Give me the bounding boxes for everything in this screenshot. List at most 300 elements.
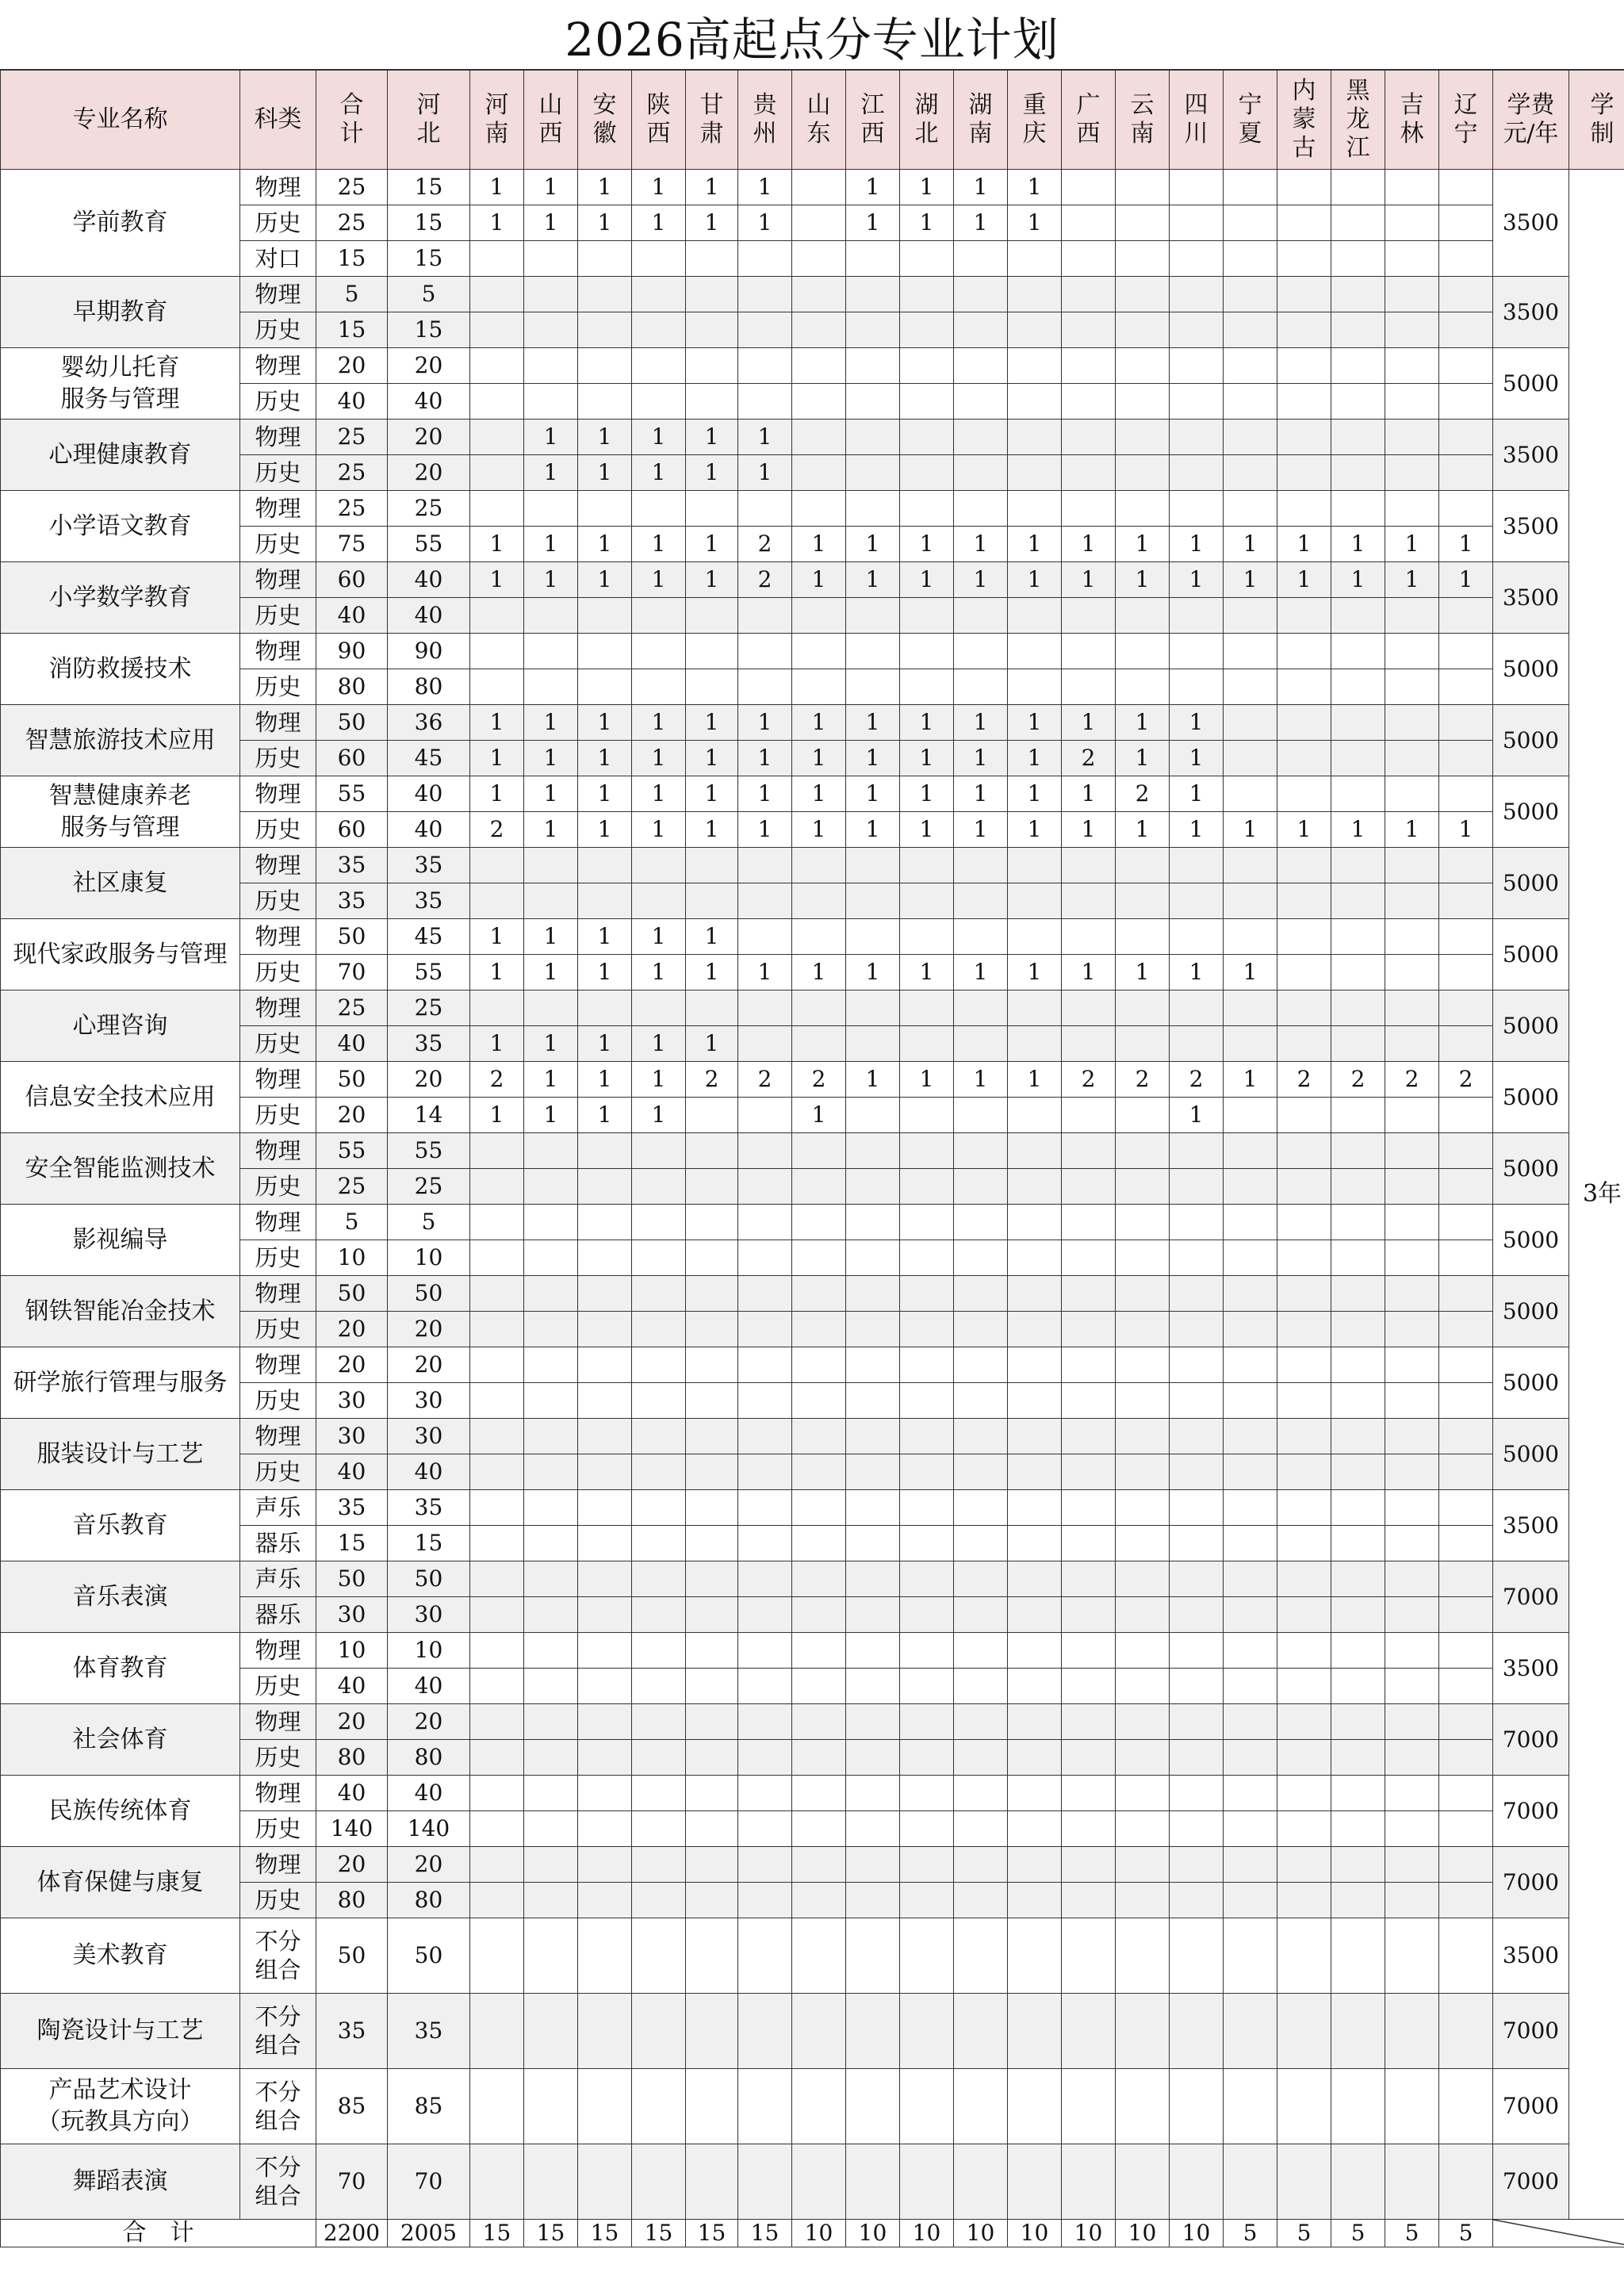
total-diagonal-cell [1493,2220,1624,2247]
value-cell [846,1847,900,1883]
value-cell [578,1454,632,1490]
total-value: 2005 [388,2220,470,2247]
total-value: 10 [1008,2220,1062,2247]
category-cell: 物理 [240,776,316,812]
category-cell: 历史 [240,1098,316,1133]
value-cell [900,1918,954,1994]
value-cell: 1 [1277,562,1331,598]
value-cell: 55 [388,955,470,990]
value-cell [632,1383,686,1419]
value-cell [1224,1133,1277,1169]
value-cell [954,1347,1008,1383]
value-cell [1008,1240,1062,1276]
value-cell [738,312,792,348]
value-cell [1385,1847,1439,1883]
value-cell [1062,1633,1116,1669]
value-cell [1331,1454,1385,1490]
value-cell [1008,1419,1062,1454]
value-cell [1277,420,1331,455]
total-value: 10 [846,2220,900,2247]
header-cell: 内 蒙 古 [1277,71,1331,170]
value-cell [738,919,792,955]
category-cell: 物理 [240,348,316,384]
value-cell: 50 [316,1561,388,1597]
value-cell: 1 [524,562,578,598]
value-cell: 1 [1170,741,1224,776]
value-cell [524,1597,578,1633]
total-row [1,2220,1624,2247]
value-cell [954,2069,1008,2144]
value-cell [686,491,738,527]
value-cell [954,1633,1008,1669]
value-cell [1062,1776,1116,1811]
value-cell [1116,1561,1170,1597]
value-cell [1224,491,1277,527]
value-cell: 1 [686,919,738,955]
value-cell: 1 [738,812,792,848]
value-cell [792,1526,846,1561]
table-row [1,1419,1624,1454]
value-cell [1062,598,1116,634]
value-cell [1170,1847,1224,1883]
value-cell: 1 [1170,776,1224,812]
value-cell: 1 [524,170,578,205]
value-cell [1439,1669,1493,1704]
value-cell [792,1740,846,1776]
value-cell [524,634,578,669]
table-row [1,1561,1624,1597]
major-name: 智慧健康养老 服务与管理 [1,776,240,848]
value-cell [846,1026,900,1062]
value-cell: 2 [1062,741,1116,776]
value-cell [1170,1740,1224,1776]
value-cell: 45 [388,741,470,776]
value-cell [1062,420,1116,455]
category-cell: 物理 [240,491,316,527]
category-cell: 历史 [240,1740,316,1776]
value-cell: 40 [316,1026,388,1062]
value-cell [900,1597,954,1633]
value-cell [632,1347,686,1383]
value-cell [1008,1740,1062,1776]
table-row [1,1062,1624,1098]
value-cell [1224,205,1277,241]
value-cell [1116,1347,1170,1383]
value-cell [1224,1597,1277,1633]
value-cell: 15 [388,1526,470,1561]
total-value: 10 [1062,2220,1116,2247]
value-cell: 15 [388,312,470,348]
table-row [1,1098,1624,1133]
value-cell: 140 [316,1811,388,1847]
value-cell: 1 [1062,562,1116,598]
value-cell [954,1526,1008,1561]
value-cell [738,1561,792,1597]
value-cell [1439,1740,1493,1776]
value-cell: 1 [846,705,900,741]
value-cell [1062,1669,1116,1704]
value-cell: 1 [1439,562,1493,598]
value-cell: 1 [686,527,738,562]
value-cell [1277,205,1331,241]
value-cell [1331,1597,1385,1633]
table-row [1,312,1624,348]
value-cell: 15 [316,1526,388,1561]
header-cell: 辽 宁 [1439,71,1493,170]
value-cell [1331,1383,1385,1419]
value-cell [578,1597,632,1633]
value-cell: 1 [470,1026,524,1062]
value-cell [1008,1526,1062,1561]
value-cell [686,634,738,669]
value-cell [1008,277,1062,312]
value-cell [738,2144,792,2220]
major-name: 民族传统体育 [1,1776,240,1847]
value-cell [846,348,900,384]
value-cell [1224,705,1277,741]
value-cell [792,1454,846,1490]
value-cell [1331,312,1385,348]
category-cell: 物理 [240,705,316,741]
value-cell: 1 [846,741,900,776]
total-label: 合 计 [1,2220,316,2247]
value-cell [1277,1633,1331,1669]
value-cell [1116,205,1170,241]
value-cell [524,241,578,277]
page-title: 2026高起点分专业计划 [0,0,1624,70]
value-cell [1277,1312,1331,1347]
value-cell [1277,1847,1331,1883]
value-cell [954,1026,1008,1062]
value-cell [900,1633,954,1669]
value-cell [900,1847,954,1883]
value-cell: 1 [1224,1062,1277,1098]
value-cell [900,312,954,348]
value-cell: 1 [578,455,632,491]
category-cell: 历史 [240,1312,316,1347]
value-cell [1170,1704,1224,1740]
value-cell [1331,205,1385,241]
value-cell [900,1133,954,1169]
value-cell: 1 [738,776,792,812]
value-cell: 1 [524,205,578,241]
value-cell: 50 [316,705,388,741]
value-cell: 5 [388,1205,470,1240]
value-cell [1439,955,1493,990]
value-cell [1385,1454,1439,1490]
value-cell [1385,1740,1439,1776]
value-cell [1008,2069,1062,2144]
value-cell [524,1169,578,1205]
value-cell [1170,1597,1224,1633]
value-cell: 1 [1385,812,1439,848]
value-cell [738,1454,792,1490]
value-cell [578,1918,632,1994]
fee-cell: 7000 [1493,1994,1569,2069]
major-name: 消防救援技术 [1,634,240,705]
value-cell [1170,1205,1224,1240]
value-cell [1331,1312,1385,1347]
value-cell: 55 [316,1133,388,1169]
value-cell [1116,2144,1170,2220]
value-cell [1170,1669,1224,1704]
category-cell: 历史 [240,741,316,776]
value-cell: 1 [846,776,900,812]
value-cell [954,919,1008,955]
major-name: 小学语文教育 [1,491,240,562]
value-cell [524,1669,578,1704]
value-cell [792,1419,846,1454]
header-cell: 广 西 [1062,71,1116,170]
value-cell [1439,2144,1493,2220]
value-cell [1385,1133,1439,1169]
value-cell: 1 [686,562,738,598]
value-cell [1224,1669,1277,1704]
category-cell: 物理 [240,1133,316,1169]
value-cell [1385,277,1439,312]
value-cell [632,1133,686,1169]
value-cell: 35 [388,1026,470,1062]
value-cell [1439,170,1493,205]
table-row [1,1454,1624,1490]
value-cell [846,1811,900,1847]
major-name: 产品艺术设计 （玩教具方向） [1,2069,240,2144]
value-cell [1385,776,1439,812]
value-cell [524,1419,578,1454]
value-cell: 55 [388,1133,470,1169]
value-cell: 20 [316,1347,388,1383]
value-cell: 1 [792,562,846,598]
value-cell: 60 [316,562,388,598]
category-cell: 物理 [240,1419,316,1454]
value-cell [738,990,792,1026]
value-cell: 1 [738,170,792,205]
value-cell [738,384,792,420]
value-cell [578,1526,632,1561]
value-cell [1008,1347,1062,1383]
value-cell: 1 [524,420,578,455]
value-cell [1062,990,1116,1026]
value-cell: 40 [388,812,470,848]
category-cell: 物理 [240,990,316,1026]
value-cell: 2 [1062,1062,1116,1098]
value-cell [1277,312,1331,348]
value-cell [1439,1312,1493,1347]
value-cell [686,1597,738,1633]
value-cell [1224,1347,1277,1383]
value-cell [846,1776,900,1811]
value-cell: 2 [470,812,524,848]
value-cell [792,312,846,348]
table-row [1,1994,1624,2069]
table-row [1,1026,1624,1062]
value-cell [954,348,1008,384]
value-cell [846,2144,900,2220]
value-cell [900,1240,954,1276]
value-cell [524,1918,578,1994]
value-cell [1008,1847,1062,1883]
value-cell [1116,241,1170,277]
value-cell: 1 [900,955,954,990]
value-cell: 20 [388,1847,470,1883]
fee-cell: 7000 [1493,1776,1569,1847]
value-cell [1277,1276,1331,1312]
value-cell [792,1240,846,1276]
major-name: 影视编导 [1,1205,240,1276]
value-cell [900,1704,954,1740]
value-cell [1224,420,1277,455]
value-cell [632,491,686,527]
value-cell [1170,420,1224,455]
value-cell [1062,455,1116,491]
value-cell [846,1419,900,1454]
value-cell [1116,1597,1170,1633]
value-cell [578,883,632,919]
table-row [1,491,1624,527]
value-cell [470,348,524,384]
value-cell [1277,1098,1331,1133]
value-cell [738,669,792,705]
category-cell: 历史 [240,955,316,990]
value-cell [846,848,900,883]
table-row [1,848,1624,883]
value-cell [954,1740,1008,1776]
table-row [1,527,1624,562]
value-cell [1116,669,1170,705]
total-value: 2200 [316,2220,388,2247]
table-row [1,1383,1624,1419]
header-cell: 重 庆 [1008,71,1062,170]
value-cell [1331,1704,1385,1740]
value-cell [1170,1918,1224,1994]
value-cell [900,634,954,669]
value-cell [1439,1994,1493,2069]
value-cell [1062,1561,1116,1597]
table-row [1,277,1624,312]
value-cell [1439,1847,1493,1883]
value-cell: 1 [1116,527,1170,562]
value-cell [470,1383,524,1419]
value-cell [1277,1811,1331,1847]
value-cell [954,1669,1008,1704]
value-cell [954,1704,1008,1740]
major-name: 婴幼儿托育 服务与管理 [1,348,240,420]
value-cell [1385,170,1439,205]
value-cell: 1 [900,1062,954,1098]
value-cell [954,1240,1008,1276]
value-cell [1385,669,1439,705]
total-value: 15 [524,2220,578,2247]
value-cell [1439,1276,1493,1312]
value-cell [792,883,846,919]
value-cell: 25 [316,491,388,527]
value-cell [470,277,524,312]
value-cell [578,634,632,669]
value-cell [1008,1454,1062,1490]
value-cell [954,384,1008,420]
value-cell [686,1740,738,1776]
category-cell: 物理 [240,634,316,669]
value-cell [900,1526,954,1561]
value-cell [792,2144,846,2220]
value-cell: 1 [1008,741,1062,776]
value-cell: 1 [524,527,578,562]
value-cell [632,990,686,1026]
value-cell [686,598,738,634]
value-cell [1439,1490,1493,1526]
value-cell: 1 [1008,562,1062,598]
header-cell: 河 北 [388,71,470,170]
value-cell [1224,170,1277,205]
value-cell: 1 [846,562,900,598]
category-cell: 不分 组合 [240,1918,316,1994]
value-cell [1116,1847,1170,1883]
fee-cell: 5000 [1493,1205,1569,1276]
value-cell [686,1776,738,1811]
value-cell [1170,1994,1224,2069]
value-cell [686,1994,738,2069]
value-cell [1439,1205,1493,1240]
value-cell [954,1276,1008,1312]
value-cell [1062,1454,1116,1490]
value-cell [900,1811,954,1847]
value-cell [738,1312,792,1347]
value-cell: 1 [954,170,1008,205]
value-cell [1331,420,1385,455]
value-cell: 1 [578,170,632,205]
category-cell: 物理 [240,1276,316,1312]
value-cell: 1 [470,205,524,241]
value-cell [578,1811,632,1847]
value-cell [470,1918,524,1994]
value-cell [578,1883,632,1918]
category-cell: 历史 [240,598,316,634]
value-cell [470,1811,524,1847]
value-cell [1224,1776,1277,1811]
value-cell [578,491,632,527]
value-cell [1331,277,1385,312]
value-cell [470,1883,524,1918]
value-cell [954,1811,1008,1847]
category-cell: 物理 [240,1205,316,1240]
value-cell [738,1526,792,1561]
value-cell [738,1347,792,1383]
value-cell [846,919,900,955]
value-cell: 75 [316,527,388,562]
value-cell [1062,1312,1116,1347]
value-cell [1385,955,1439,990]
value-cell [900,669,954,705]
value-cell [954,883,1008,919]
value-cell [1170,1526,1224,1561]
value-cell [1008,634,1062,669]
value-cell [846,455,900,491]
value-cell [738,348,792,384]
value-cell: 1 [524,705,578,741]
value-cell [1062,241,1116,277]
table-row [1,1312,1624,1347]
value-cell [578,277,632,312]
value-cell [1008,1026,1062,1062]
value-cell: 1 [1008,776,1062,812]
value-cell [1385,1561,1439,1597]
value-cell [1224,919,1277,955]
value-cell: 1 [900,705,954,741]
table-row [1,741,1624,776]
value-cell [686,1133,738,1169]
value-cell: 1 [524,1062,578,1098]
value-cell [470,1419,524,1454]
